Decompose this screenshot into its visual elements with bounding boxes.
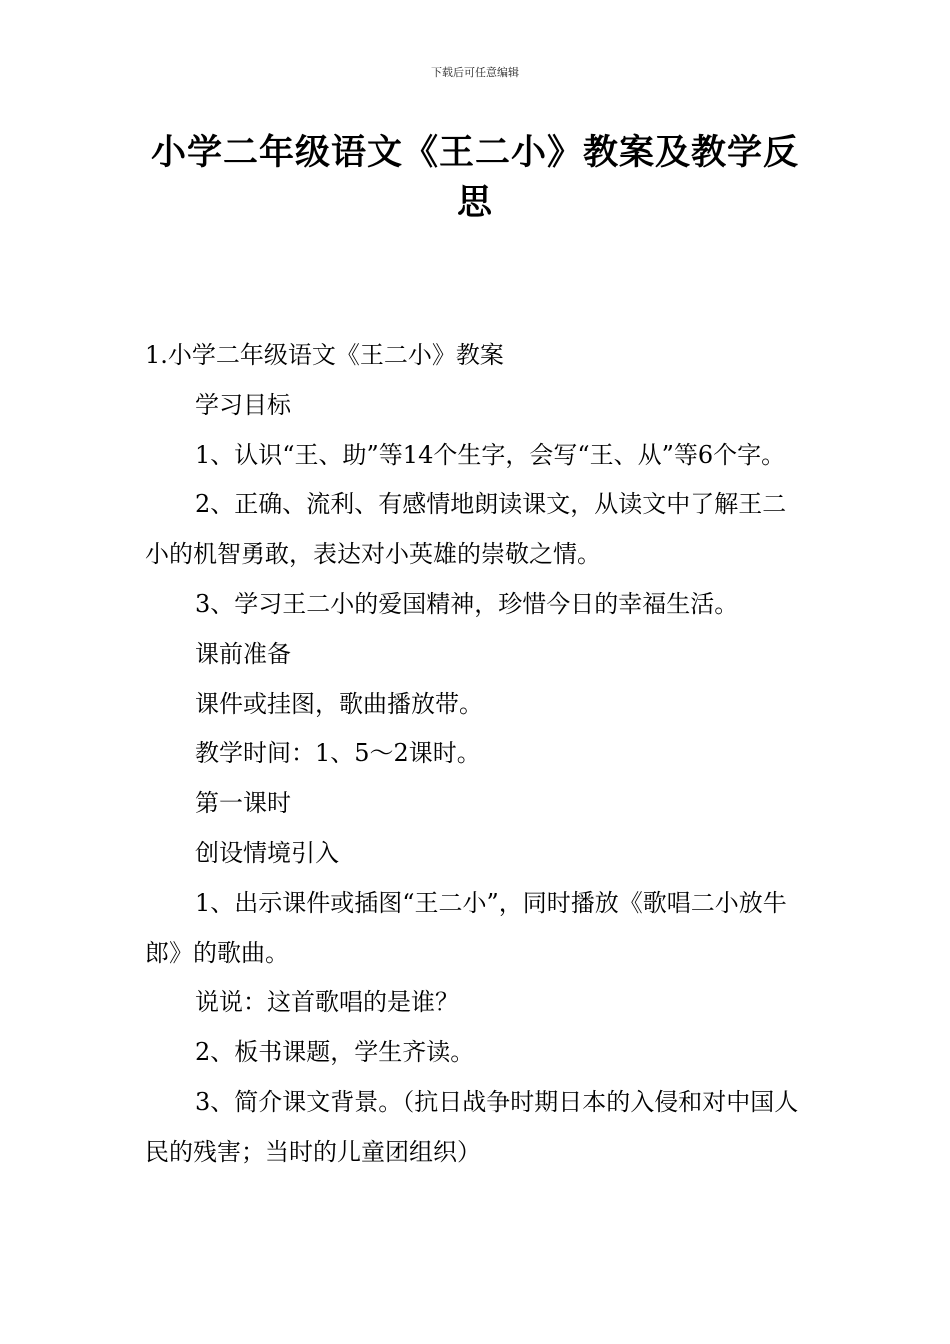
paragraph: 1、认识“王、助”等14个生字，会写“王、从”等6个字。 [195,440,786,469]
document-title: 小学二年级语文《王二小》教案及教学反思 [150,133,799,223]
paragraph: 3、简介课文背景。（抗日战争时期日本的入侵和对中国人民的残害；当时的儿童团组织） [145,1087,799,1166]
section-heading: 1.小学二年级语文《王二小》教案 [145,341,504,369]
paragraph: 2、正确、流利、有感情地朗读课文，从读文中了解王二小的机智勇敢，表达对小英雄的崇敬之情。 [145,490,787,569]
paragraph: 创设情境引入 [195,838,339,867]
document-body [145,331,807,1178]
paragraph: 课件或挂图，歌曲播放带。 [195,689,483,718]
paragraph: 课前准备 [195,639,291,668]
paragraph: 3、学习王二小的爱国精神，珍惜今日的幸福生活。 [195,589,739,618]
paragraph: 第一课时 [195,789,291,818]
paragraph: 1、出示课件或插图“王二小”，同时播放《歌唱二小放牛郎》的歌曲。 [145,888,787,967]
paragraph: 教学时间：1、5～2课时。 [195,739,481,768]
paragraph: 学习目标 [195,390,291,419]
paragraph: 说说：这首歌唱的是谁？ [195,988,459,1017]
header-note: 下载后可任意编辑 [431,66,519,79]
paragraph: 2、板书课题，学生齐读。 [195,1038,475,1067]
